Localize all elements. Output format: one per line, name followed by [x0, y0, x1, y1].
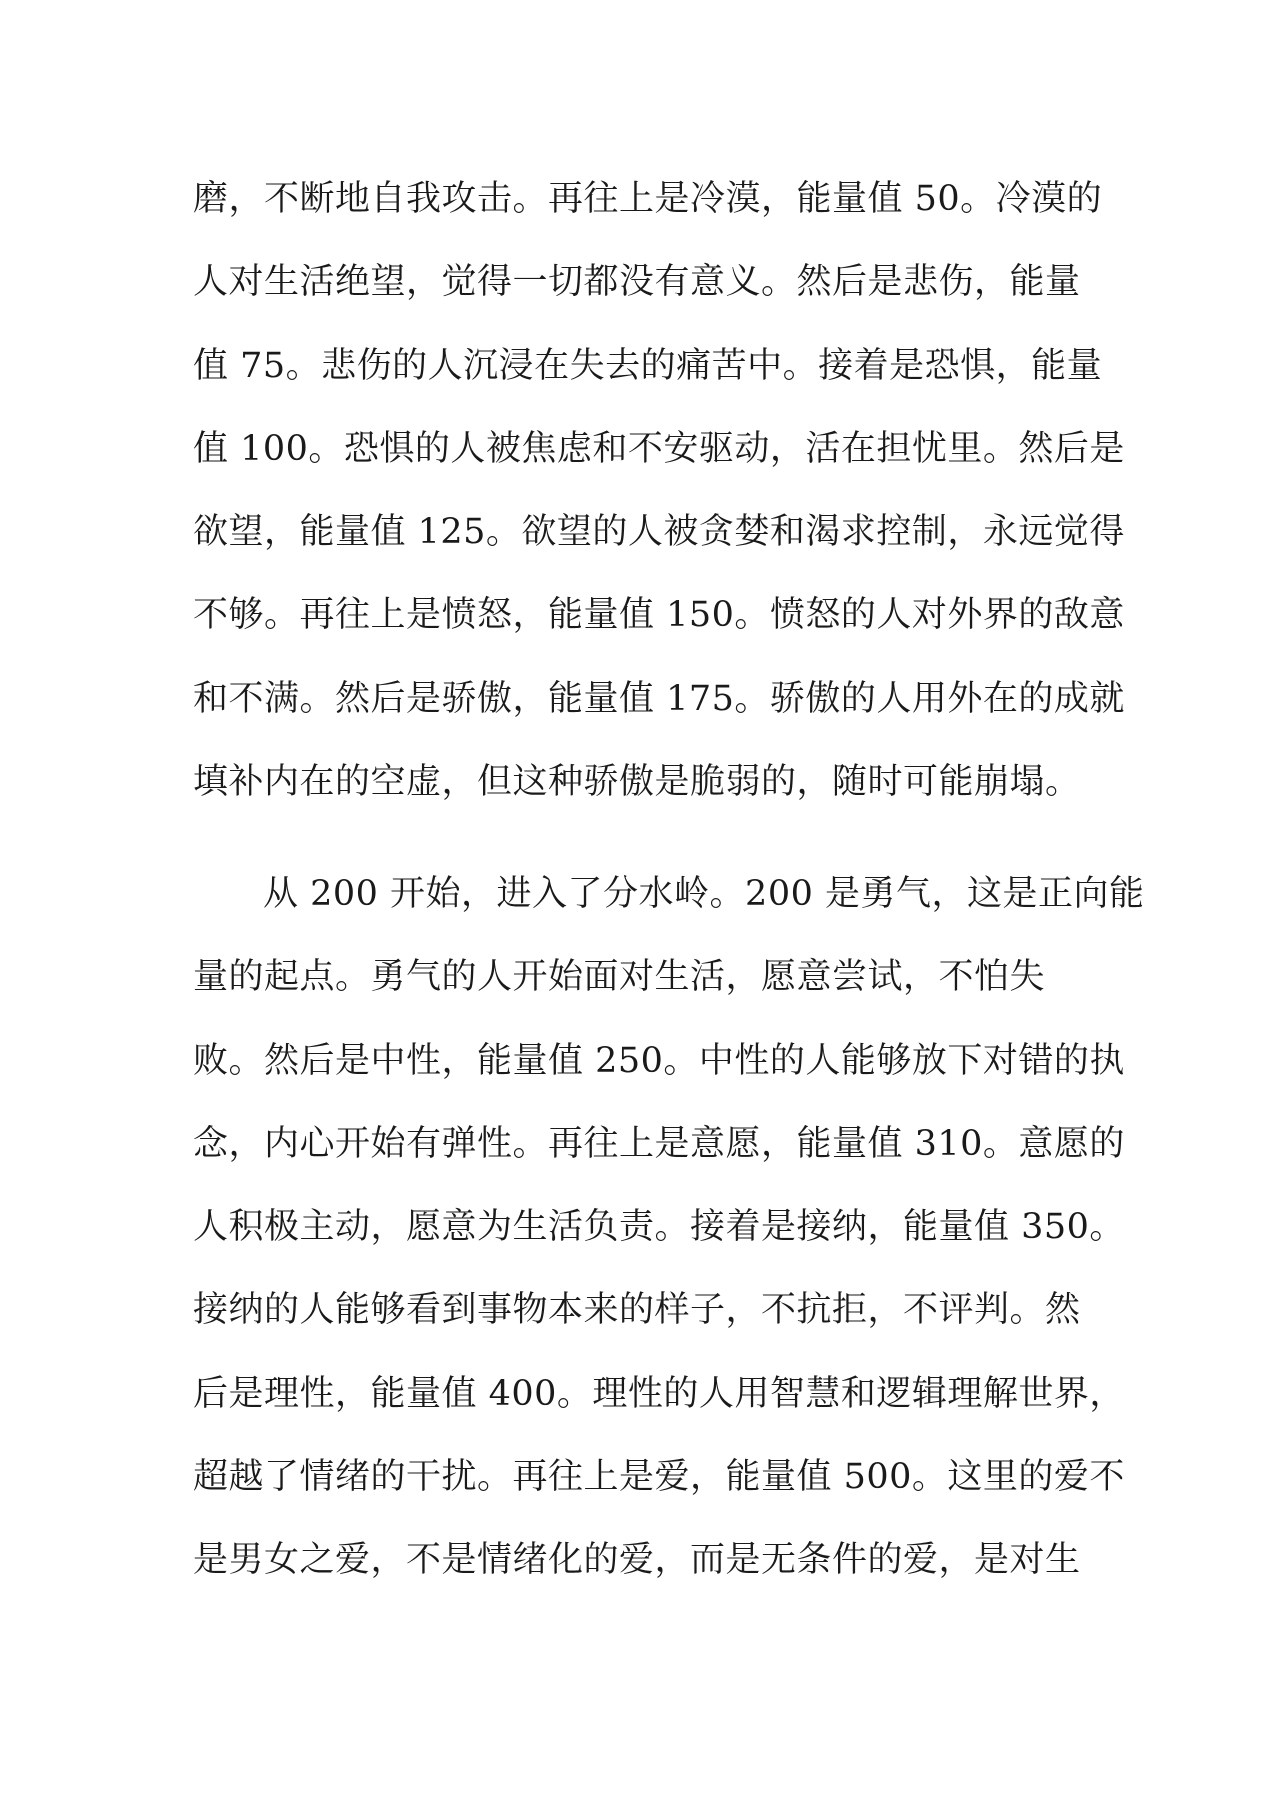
text-line: 念，内心开始有弹性。再往上是意愿，能量值 310。意愿的	[193, 1123, 1125, 1164]
text-line: 是男女之爱，不是情绪化的爱，而是无条件的爱，是对生	[193, 1540, 1081, 1581]
text-line-indented: 从 200 开始，进入了分水岭。200 是勇气，这是正向能	[263, 874, 1145, 914]
text-line: 人积极主动，愿意为生活负责。接着是接纳，能量值 350。	[193, 1207, 1125, 1248]
paragraph-energy-levels-below-200	[193, 158, 1125, 824]
text-line: 接纳的人能够看到事物本来的样子，不抗拒，不评判。然	[193, 1290, 1081, 1331]
text-line: 和不满。然后是骄傲，能量值 175。骄傲的人用外在的成就	[193, 678, 1125, 719]
text-line: 超越了情绪的干扰。再往上是爱，能量值 500。这里的爱不	[193, 1457, 1125, 1498]
text-line: 人对生活绝望，觉得一切都没有意义。然后是悲伤，能量	[193, 262, 1081, 303]
text-line: 值 75。悲伤的人沉浸在失去的痛苦中。接着是恐惧，能量	[193, 345, 1103, 386]
text-line: 不够。再往上是愤怒，能量值 150。愤怒的人对外界的敌意	[193, 595, 1125, 636]
text-line: 磨，不断地自我攻击。再往上是冷漠，能量值 50。冷漠的	[193, 179, 1103, 219]
text-line: 败。然后是中性，能量值 250。中性的人能够放下对错的执	[193, 1040, 1125, 1081]
text-line: 填补内在的空虚，但这种骄傲是脆弱的，随时可能崩塌。	[193, 762, 1081, 803]
text-line: 值 100。恐惧的人被焦虑和不安驱动，活在担忧里。然后是	[193, 428, 1125, 469]
text-line: 后是理性，能量值 400。理性的人用智慧和逻辑理解世界，	[193, 1373, 1125, 1414]
text-line: 量的起点。勇气的人开始面对生活，愿意尝试，不怕失	[193, 957, 1046, 998]
paragraph-energy-levels-above-200	[193, 853, 1145, 1603]
text-line: 欲望，能量值 125。欲望的人被贪婪和渴求控制，永远觉得	[193, 512, 1125, 553]
